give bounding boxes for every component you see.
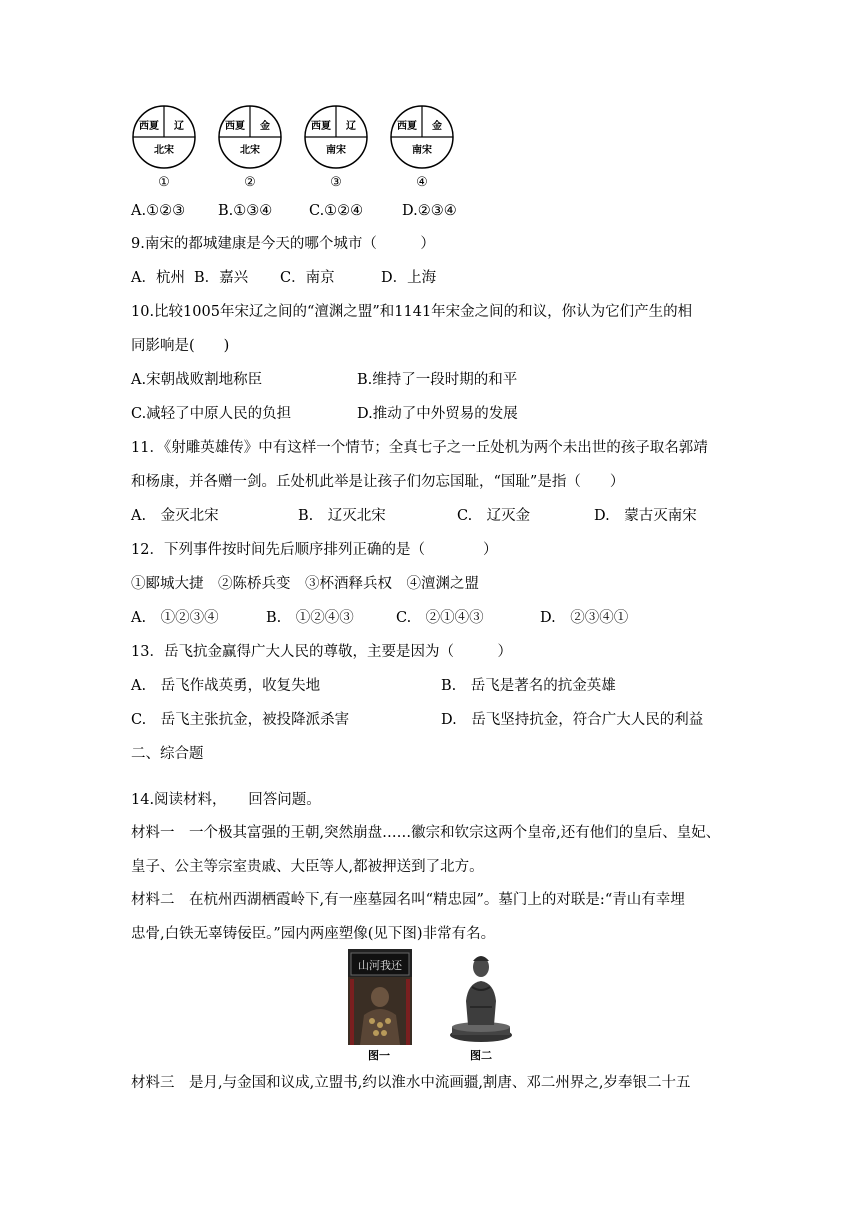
map-circle-1 — [132, 105, 196, 169]
material-1-line1: 材料一 一个极其富强的王朝,突然崩盘……徽宗和钦宗这两个皇帝,还有他们的皇后、皇妃、 — [131, 825, 721, 841]
q9-stem: 9.南宋的都城建康是今天的哪个城市（ ） — [131, 236, 435, 252]
circle-number-1: ① — [158, 175, 170, 190]
map-circle-2 — [218, 105, 282, 169]
region-top-left: 西夏 — [139, 121, 159, 132]
q12-option-c: C. ②①④③ — [396, 610, 484, 626]
region-bottom: 北宋 — [154, 145, 174, 156]
q9-option-c: C．南京 — [280, 270, 335, 286]
q12-option-d: D. ②③④① — [540, 610, 629, 626]
region-top-right: 金 — [260, 121, 270, 132]
material-1-line2: 皇子、公主等宗室贵戚、大臣等人,都被押送到了北方。 — [131, 859, 484, 875]
q13-option-d: D. 岳飞坚持抗金，符合广大人民的利益 — [441, 712, 704, 728]
figure-2-caption: 图二 — [470, 1049, 492, 1062]
q12-option-b: B. ①②④③ — [266, 610, 354, 626]
q14-stem: 14.阅读材料， 回答问题。 — [131, 792, 321, 808]
q13-option-c: C. 岳飞主张抗金，被投降派杀害 — [131, 712, 350, 728]
q13-stem: 13．岳飞抗金赢得广大人民的尊敬，主要是因为（ ） — [131, 644, 512, 660]
q12-events: ①郾城大捷 ②陈桥兵变 ③杯酒释兵权 ④澶渊之盟 — [131, 576, 479, 592]
region-bottom: 北宋 — [240, 145, 260, 156]
map-circle-3 — [304, 105, 368, 169]
q8-option-c: C.①②④ — [309, 203, 364, 219]
q10-option-b: B.维持了一段时期的和平 — [357, 372, 518, 388]
region-top-right: 辽 — [346, 121, 356, 132]
q11-option-d: D. 蒙古灭南宋 — [594, 508, 697, 524]
region-top-left: 西夏 — [225, 121, 245, 132]
region-bottom: 南宋 — [326, 145, 346, 156]
q10-stem-line1: 10.比较1005年宋辽之间的“澶渊之盟”和1141年宋金之间的和议，你认为它们产生的相 — [131, 304, 693, 320]
q8-option-a: A.①②③ — [131, 203, 186, 219]
region-top-left: 西夏 — [397, 121, 417, 132]
material-2-line2: 忠骨,白铁无辜铸佞臣。”园内两座塑像(见下图)非常有名。 — [131, 926, 496, 942]
circle-number-3: ③ — [330, 175, 342, 190]
map-circle-4 — [390, 105, 454, 169]
q13-option-b: B. 岳飞是著名的抗金英雄 — [441, 678, 616, 694]
figure-1-image — [348, 949, 412, 1045]
figure-2-image — [448, 947, 514, 1043]
q11-option-b: B. 辽灭北宋 — [298, 508, 386, 524]
section-heading: 二、综合题 — [131, 746, 204, 762]
region-top-left: 西夏 — [311, 121, 331, 132]
figure-1-caption: 图一 — [368, 1049, 390, 1062]
material-2-line1: 材料二 在杭州西湖栖霞岭下,有一座墓园名叫“精忠园”。墓门上的对联是:“青山有幸埋 — [131, 892, 685, 908]
q10-option-d: D.推动了中外贸易的发展 — [357, 406, 518, 422]
q9-option-d: D．上海 — [381, 270, 437, 286]
q11-option-a: A. 金灭北宋 — [131, 508, 219, 524]
q9-option-b: B．嘉兴 — [194, 270, 249, 286]
q13-option-a: A. 岳飞作战英勇，收复失地 — [131, 678, 321, 694]
circle-number-4: ④ — [416, 175, 428, 190]
material-3-line1: 材料三 是月,与金国和议成,立盟书,约以淮水中流画疆,割唐、邓二州界之,岁奉银二十五 — [131, 1075, 691, 1091]
q10-stem-line2: 同影响是( ) — [131, 338, 230, 354]
q11-stem-line2: 和杨康，并各赠一剑。丘处机此举是让孩子们勿忘国耻，“国耻”是指（ ） — [131, 474, 625, 490]
q11-option-c: C. 辽灭金 — [457, 508, 531, 524]
q12-stem: 12．下列事件按时间先后顺序排列正确的是（ ） — [131, 542, 498, 558]
region-top-right: 辽 — [174, 121, 184, 132]
region-top-right: 金 — [432, 121, 442, 132]
q12-option-a: A. ①②③④ — [131, 610, 219, 626]
region-bottom: 南宋 — [412, 145, 432, 156]
q10-option-c: C.减轻了中原人民的负担 — [131, 406, 292, 422]
q8-option-b: B.①③④ — [218, 203, 273, 219]
q11-stem-line1: 11．《射雕英雄传》中有这样一个情节；全真七子之一丘处机为两个未出世的孩子取名郭靖 — [131, 440, 708, 456]
circle-number-2: ② — [244, 175, 256, 190]
q9-option-a: A．杭州 — [131, 270, 185, 286]
plaque-text: 山河我还 — [358, 959, 402, 972]
q10-option-a: A.宋朝战败割地称臣 — [131, 372, 263, 388]
q8-option-d: D.②③④ — [402, 203, 457, 219]
